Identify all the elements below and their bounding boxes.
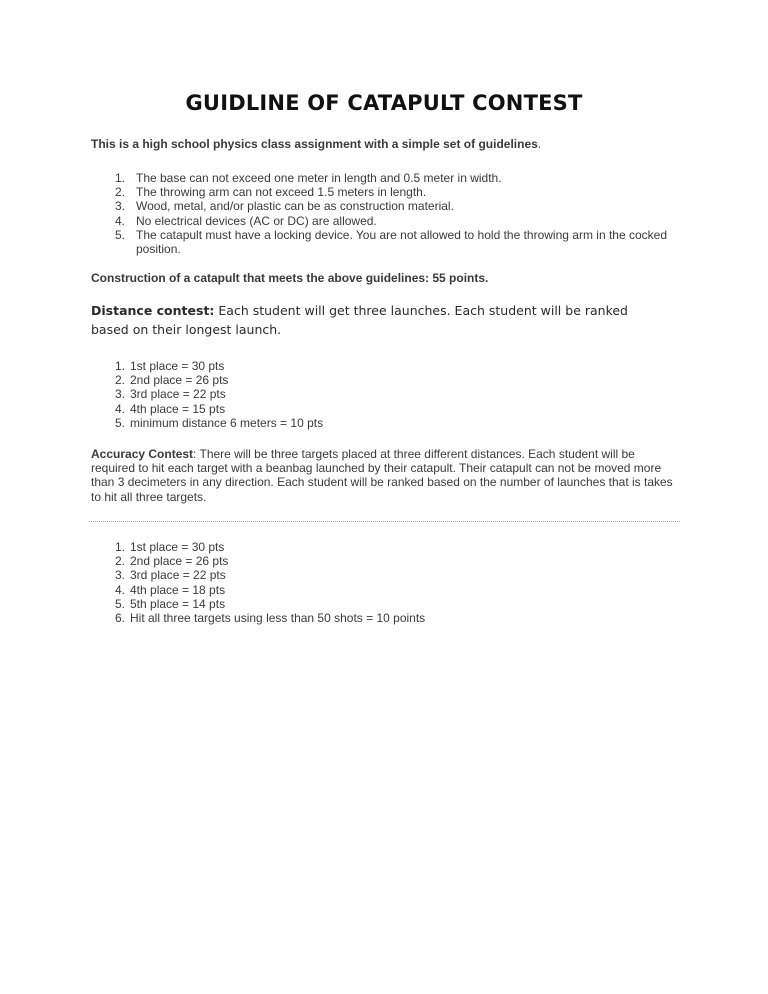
list-number: 2. [114, 373, 125, 388]
accuracy-contest-label: Accuracy Contest [91, 447, 194, 461]
list-item-text: 2nd place = 26 pts [130, 373, 229, 388]
divider [89, 521, 680, 522]
list-number: 2. [114, 185, 125, 200]
list-number: 1. [114, 540, 125, 554]
list-number: 3. [114, 199, 125, 214]
list-number: 6. [114, 611, 125, 626]
list-item-text: 2nd place = 26 pts [130, 554, 229, 569]
list-item-text: 3rd place = 22 pts [130, 568, 226, 583]
intro-bold-text: This is a high school physics class assignment with a simple set of guidelines [91, 137, 538, 151]
list-item [105, 199, 675, 213]
intro-tail: . [537, 137, 542, 151]
list-number: 1. [114, 359, 125, 373]
distance-points-list [105, 359, 505, 430]
list-item-text: Hit all three targets using less than 50 shots = 10 points [130, 611, 426, 626]
list-item [105, 185, 675, 199]
intro-paragraph [91, 137, 541, 151]
list-item [105, 583, 555, 597]
list-number: 2. [114, 554, 125, 569]
page-title: GUIDLINE OF CATAPULT CONTEST [185, 91, 583, 115]
construction-points-text: Construction of a catapult that meets the above guidelines: 55 points. [91, 271, 489, 285]
list-item-text: The throwing arm can not exceed 1.5 meters in length. [136, 185, 427, 200]
list-item [105, 228, 675, 256]
list-item-text: No electrical devices (AC or DC) are allowed. [136, 213, 377, 228]
list-item-text: The base can not exceed one meter in length and 0.5 meter in width. [136, 171, 502, 185]
list-item-text: 4th place = 15 pts [130, 401, 226, 416]
list-number: 3. [114, 568, 125, 583]
list-number: 4. [114, 401, 125, 416]
list-number: 5. [114, 227, 125, 242]
list-item-text: 4th place = 18 pts [130, 582, 226, 597]
list-item-text: minimum distance 6 meters = 10 pts [130, 415, 324, 430]
accuracy-contest-paragraph [91, 447, 681, 504]
list-item [105, 540, 555, 554]
list-item [105, 373, 505, 387]
list-item-text: 1st place = 30 pts [130, 540, 225, 554]
list-item [105, 402, 505, 416]
list-item [105, 554, 555, 568]
list-number: 3. [114, 387, 125, 402]
list-item [105, 611, 555, 625]
accuracy-points-list [105, 540, 555, 625]
list-number: 4. [114, 582, 125, 597]
list-number: 1. [114, 171, 125, 185]
distance-contest-text: Each student will get three launches. Each student will be ranked based on their longest launch. [91, 303, 628, 337]
list-item-text: The catapult must have a locking device. You are not allowed to hold the throwing arm in the cocked position. [136, 227, 667, 257]
list-item [105, 214, 675, 228]
list-item [105, 387, 505, 401]
guidelines-list [105, 171, 675, 256]
list-item [105, 597, 555, 611]
distance-contest-paragraph [91, 301, 661, 339]
list-item-text: 5th place = 14 pts [130, 596, 226, 611]
list-item [105, 359, 505, 373]
accuracy-contest-text: : There will be three targets placed at three different distances. Each student will be required to hit each target with a beanbag launched by their catapult. Their catapult can not be moved more than 3 decimeters in any direction. Each student will be ranked based on the number of launches that is takes to hit all three targets. [91, 447, 673, 504]
list-item-text: 1st place = 30 pts [130, 359, 225, 373]
distance-contest-label: Distance contest: [91, 303, 215, 318]
list-number: 5. [114, 415, 125, 430]
list-item [105, 568, 555, 582]
list-number: 4. [114, 213, 125, 228]
list-item-text: 3rd place = 22 pts [130, 387, 226, 402]
list-number: 5. [114, 596, 125, 611]
list-item [105, 416, 505, 430]
list-item [105, 171, 675, 185]
list-item-text: Wood, metal, and/or plastic can be as construction material. [136, 199, 454, 214]
